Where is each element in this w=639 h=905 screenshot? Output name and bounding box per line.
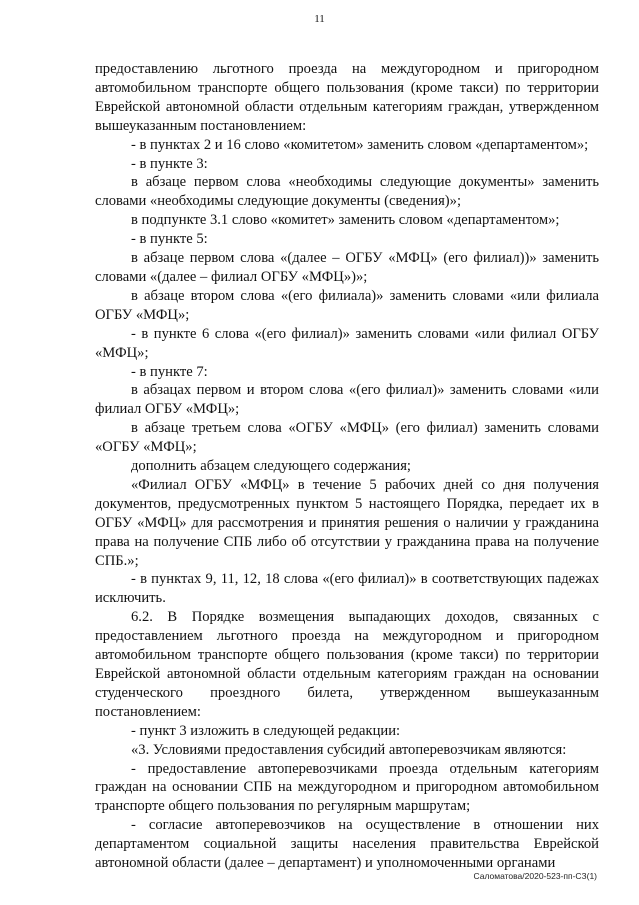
paragraph-point-3-new-edition: - пункт 3 изложить в следующей редакции: xyxy=(131,722,401,739)
paragraph-condition-consent: - согласие автоперевозчиков на осуществление в отношении них департаментом социальной защиты населения правительства Еврейской автономной области (далее – департамент) и уполномоченными органами xyxy=(95,817,599,872)
page-number: 11 xyxy=(314,13,325,25)
paragraph-point-7-para-3: в абзаце третьем слова «ОГБУ «МФЦ» (его филиал) заменить словами «ОГБУ «МФЦ»; xyxy=(95,420,599,456)
paragraph-point-5-para-1: в абзаце первом слова «(далее – ОГБУ «МФЦ» (его филиал))» заменить словами «(далее – филиал ОГБУ «МФЦ»)»; xyxy=(95,250,599,285)
paragraph-quoted-clause: «Филиал ОГБУ «МФЦ» в течение 5 рабочих дней со дня получения документов, предусмотренных пунктом 5 настоящего Порядка, передает их в ОГБУ «МФЦ» для рассмотрения и принятия решения о наличии у гражданина права на получение СПБ либо об отсутствии у гражданина права на получение СПБ.»; xyxy=(95,476,599,569)
paragraph-point-3-para-1: в абзаце первом слова «необходимы следующие документы» заменить словами «необходимы следующие документы (сведения)»; xyxy=(95,174,599,210)
paragraph-points-9-11-12-18: - в пунктах 9, 11, 12, 18 слова «(его филиал)» в соответствующих падежах исключить. xyxy=(95,571,599,607)
paragraph-subsidy-conditions: «3. Условиями предоставления субсидий автоперевозчикам являются: xyxy=(131,741,567,758)
paragraph-point-7: - в пункте 7: xyxy=(131,363,208,380)
paragraph-subpoint-3-1: в подпункте 3.1 слово «комитет» заменить словом «департаментом»; xyxy=(131,212,560,229)
paragraph-intro: предоставлению льготного проезда на междугородном и пригородном автомобильном транспорте общего пользования (кроме такси) по территории Еврейской автономной области отдельным категориям граждан, утвержденном вышеуказанным постановлением: xyxy=(95,61,599,134)
paragraph-points-2-16: - в пунктах 2 и 16 слово «комитетом» заменить словом «департаментом»; xyxy=(131,136,589,153)
paragraph-add-clause: дополнить абзацем следующего содержания; xyxy=(131,458,411,475)
document-reference: Саломатова/2020-523-пп-СЗ(1) xyxy=(473,871,597,881)
paragraph-point-5-para-2: в абзаце втором слова «(его филиала)» заменить словами «или филиала ОГБУ «МФЦ»; xyxy=(95,287,599,323)
document-body xyxy=(95,60,599,873)
paragraph-condition-provision: - предоставление автоперевозчиками проезда отдельным категориям граждан на основании СПБ на междугородном и пригородном автомобильном транспорте общего пользования по регулярным маршрутам; xyxy=(95,760,599,815)
paragraph-point-5: - в пункте 5: xyxy=(131,231,208,248)
paragraph-point-3: - в пункте 3: xyxy=(131,155,208,172)
paragraph-section-6-2: 6.2. В Порядке возмещения выпадающих доходов, связанных с предоставлением льготного проезда на междугородном и пригородном автомобильном транспорте общего пользования (кроме такси) по территории Еврейской автономной области отдельным категориям граждан на основании студенческого проездного билета, утвержденном вышеуказанным постановлением: xyxy=(95,609,599,720)
paragraph-point-7-para-1-2: в абзацах первом и втором слова «(его филиал)» заменить словами «или филиал ОГБУ «МФЦ»; xyxy=(95,382,599,418)
paragraph-point-6: - в пункте 6 слова «(его филиал)» заменить словами «или филиал ОГБУ «МФЦ»; xyxy=(95,325,599,361)
